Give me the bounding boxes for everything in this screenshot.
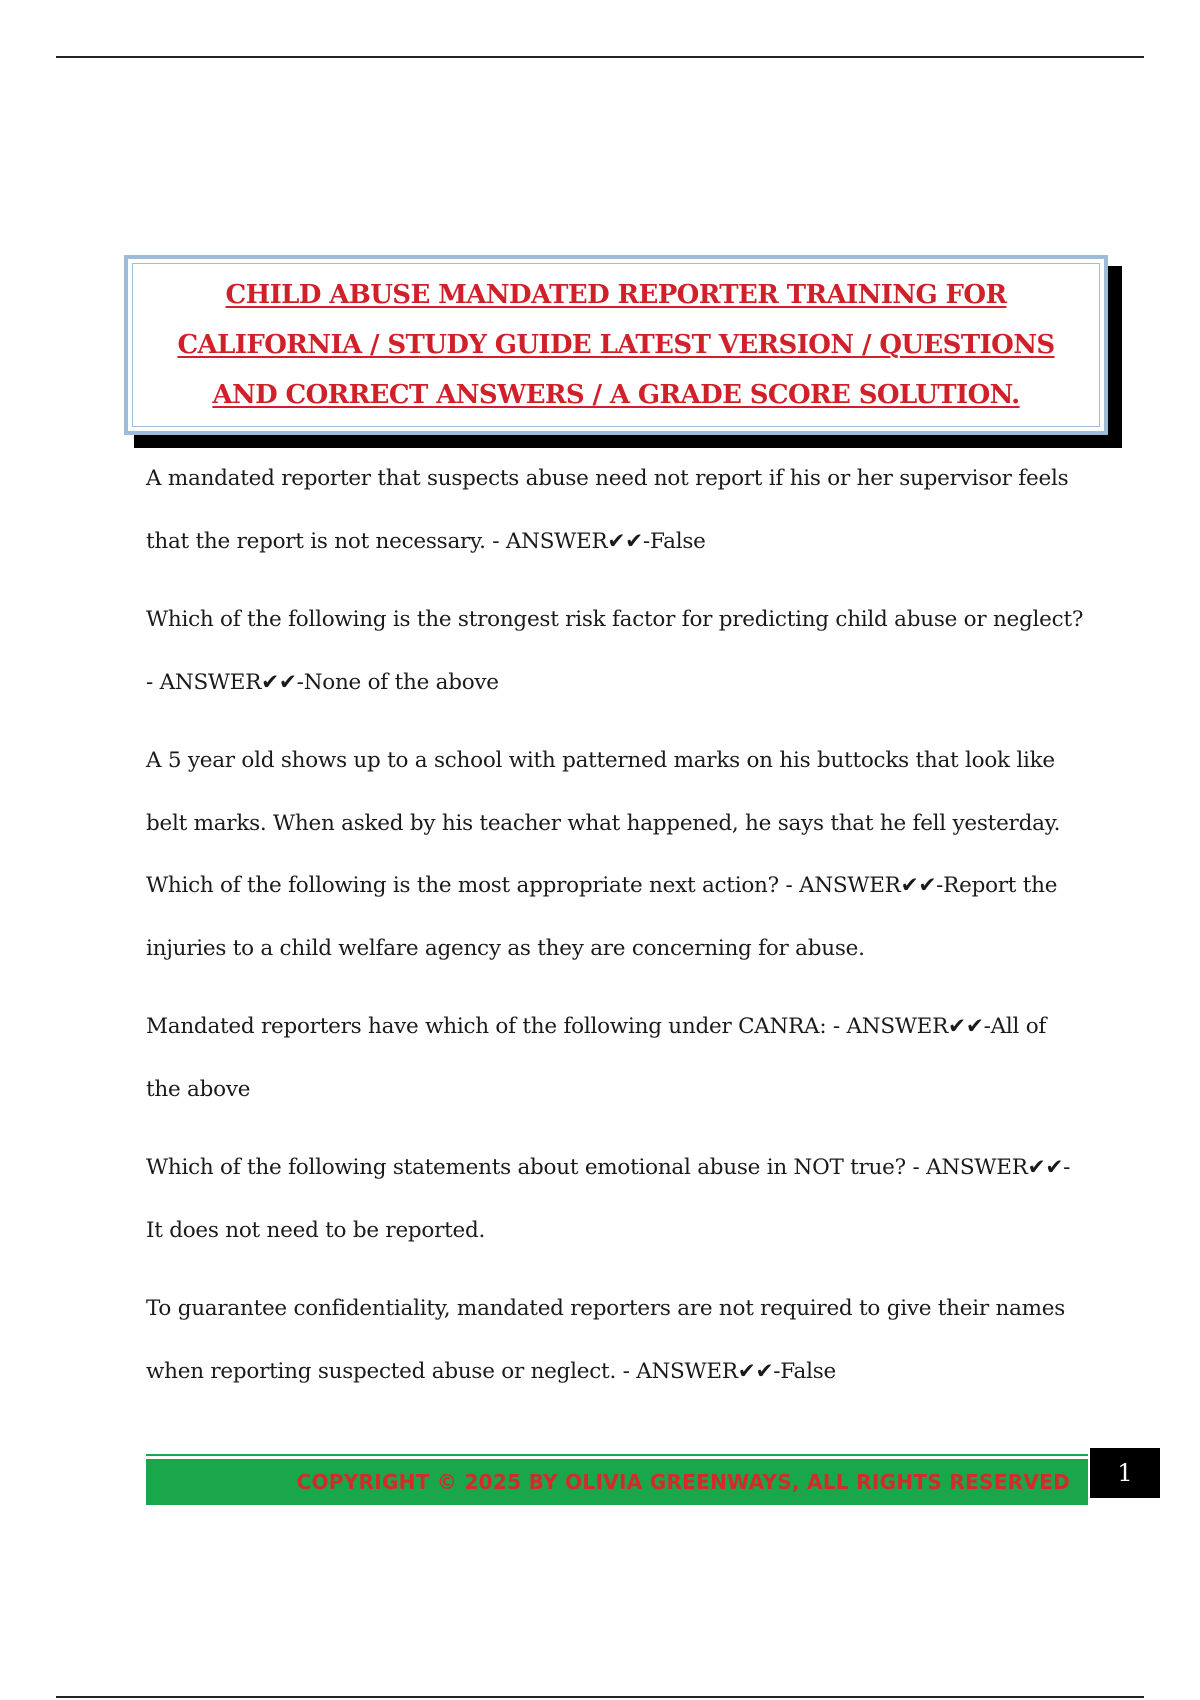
qa-item-6: To guarantee confidentiality, mandated reporters are not required to give their names when reporting suspected abuse or neglect. - ANSWER✔✔-False [146,1296,1066,1384]
qa-item-5: Which of the following statements about emotional abuse in NOT true? - ANSWER✔✔-It does not need to be reported. [146,1155,1071,1243]
qa-item-2: Which of the following is the strongest risk factor for predicting child abuse or neglect? - ANSWER✔✔-None of the above [146,607,1084,695]
title-line-2: CALIFORNIA / STUDY GUIDE LATEST VERSION / QUESTIONS [177,330,1055,360]
footer-band [146,1459,1088,1505]
qa-list [146,448,1086,1419]
page-number: 1 [1090,1448,1160,1498]
title-line-3: AND CORRECT ANSWERS / A GRADE SCORE SOLUTION. [212,380,1020,410]
footer-rule [146,1454,1088,1456]
qa-item-1: A mandated reporter that suspects abuse need not report if his or her supervisor feels that the report is not necessary. - ANSWER✔✔-False [146,466,1069,554]
qa-item-4: Mandated reporters have which of the following under CANRA: - ANSWER✔✔-All of the above [146,1014,1047,1102]
qa-item-3: A 5 year old shows up to a school with patterned marks on his buttocks that look like belt marks. When asked by his teacher what happened, he says that he fell yesterday. Which of the following is the most appropriate next action? - ANSWER✔✔-Report the injuries to a child welfare agency as they are concerning for abuse. [146,748,1061,961]
footer-copyright: COPYRIGHT © 2025 BY OLIVIA GREENWAYS, ALL RIGHTS RESERVED [296,1470,1070,1494]
title-box-inner [132,263,1100,427]
top-rule [56,56,1144,58]
title-line-1: CHILD ABUSE MANDATED REPORTER TRAINING FOR [225,280,1007,310]
bottom-rule [56,1696,1144,1698]
title-box [124,255,1108,435]
